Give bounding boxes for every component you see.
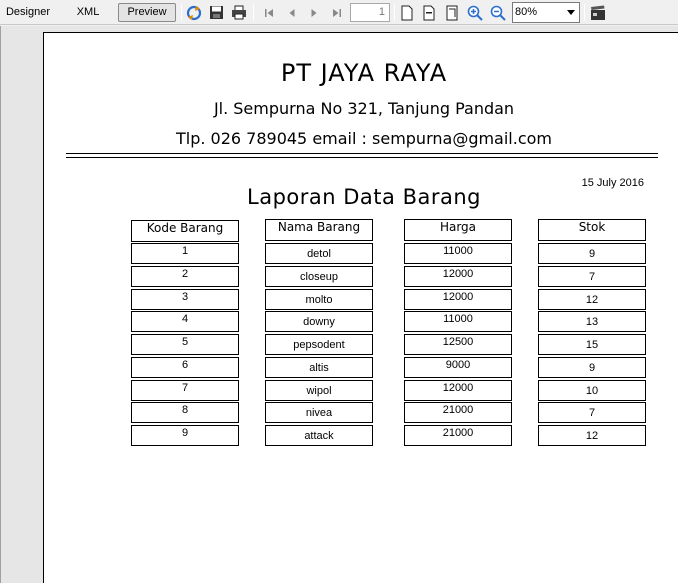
toolbar-separator — [584, 4, 585, 21]
movie-icon[interactable] — [589, 4, 607, 21]
table-cell-stok: 7 — [538, 266, 646, 287]
table-cell-kode-barang: 6 — [131, 357, 239, 378]
previous-page-icon[interactable] — [283, 4, 301, 21]
report-page — [43, 32, 678, 583]
next-page-icon[interactable] — [305, 4, 323, 21]
zoom-select[interactable] — [512, 2, 580, 23]
table-cell-harga: 12000 — [404, 380, 512, 401]
zoom-out-icon[interactable] — [489, 4, 507, 21]
preview-viewport[interactable] — [0, 26, 678, 583]
table-cell-nama-barang: wipol — [265, 380, 373, 401]
table-cell-harga: 12500 — [404, 334, 512, 355]
table-cell-nama-barang: altis — [265, 357, 373, 378]
table-cell-stok: 10 — [538, 380, 646, 401]
chevron-down-icon — [563, 3, 579, 22]
table-cell-kode-barang: 2 — [131, 266, 239, 287]
table-cell-kode-barang: 8 — [131, 402, 239, 423]
table-cell-stok: 9 — [538, 357, 646, 378]
table-cell-harga: 21000 — [404, 425, 512, 446]
last-page-icon[interactable] — [328, 4, 346, 21]
table-cell-kode-barang: 3 — [131, 289, 239, 310]
table-cell-harga: 9000 — [404, 357, 512, 378]
column-header-nama-barang: Nama Barang — [265, 219, 373, 241]
table-cell-nama-barang: nivea — [265, 402, 373, 423]
page-width-icon[interactable] — [420, 4, 438, 21]
refresh-icon[interactable] — [185, 4, 203, 21]
company-contact: Tlp. 026 789045 email : sempurna@gmail.com — [175, 129, 553, 148]
fit-page-icon[interactable] — [443, 4, 461, 21]
table-cell-stok: 7 — [538, 402, 646, 423]
table-cell-nama-barang: downy — [265, 311, 373, 332]
column-header-harga: Harga — [404, 219, 512, 241]
column-header-kode-barang: Kode Barang — [131, 220, 239, 242]
table-cell-harga: 12000 — [404, 266, 512, 287]
table-cell-kode-barang: 1 — [131, 243, 239, 264]
tab-designer[interactable]: Designer — [5, 6, 51, 18]
save-icon[interactable] — [207, 4, 225, 21]
first-page-icon[interactable] — [260, 4, 278, 21]
toolbar-separator — [253, 4, 254, 21]
table-cell-stok: 15 — [538, 334, 646, 355]
company-address: Jl. Sempurna No 321, Tanjung Pandan — [213, 99, 515, 118]
table-cell-kode-barang: 4 — [131, 311, 239, 332]
table-cell-stok: 9 — [538, 243, 646, 264]
table-cell-kode-barang: 7 — [131, 380, 239, 401]
tab-preview[interactable]: Preview — [118, 3, 176, 22]
single-page-icon[interactable] — [398, 4, 416, 21]
column-header-stok: Stok — [538, 219, 646, 241]
toolbar — [0, 0, 678, 25]
table-cell-harga: 11000 — [404, 311, 512, 332]
page-number-field[interactable]: 1 — [350, 3, 390, 22]
table-cell-nama-barang: molto — [265, 289, 373, 310]
table-cell-harga: 11000 — [404, 243, 512, 264]
table-cell-harga: 12000 — [404, 289, 512, 310]
table-cell-stok: 12 — [538, 289, 646, 310]
table-cell-kode-barang: 5 — [131, 334, 239, 355]
report-title: Laporan Data Barang — [247, 185, 481, 209]
header-divider — [66, 157, 658, 158]
report-date: 15 July 2016 — [581, 177, 644, 189]
table-cell-nama-barang: pepsodent — [265, 334, 373, 355]
company-name: PT JAYA RAYA — [280, 59, 448, 87]
zoom-value: 80% — [515, 6, 538, 18]
print-icon[interactable] — [230, 4, 248, 21]
zoom-in-icon[interactable] — [466, 4, 484, 21]
toolbar-separator — [181, 4, 182, 21]
table-cell-kode-barang: 9 — [131, 425, 239, 446]
table-cell-nama-barang: detol — [265, 243, 373, 264]
table-cell-nama-barang: closeup — [265, 266, 373, 287]
table-cell-stok: 13 — [538, 311, 646, 332]
table-cell-harga: 21000 — [404, 402, 512, 423]
toolbar-separator — [394, 4, 395, 21]
tab-xml[interactable]: XML — [76, 6, 100, 18]
header-divider — [66, 153, 658, 154]
table-cell-nama-barang: attack — [265, 425, 373, 446]
table-cell-stok: 12 — [538, 425, 646, 446]
